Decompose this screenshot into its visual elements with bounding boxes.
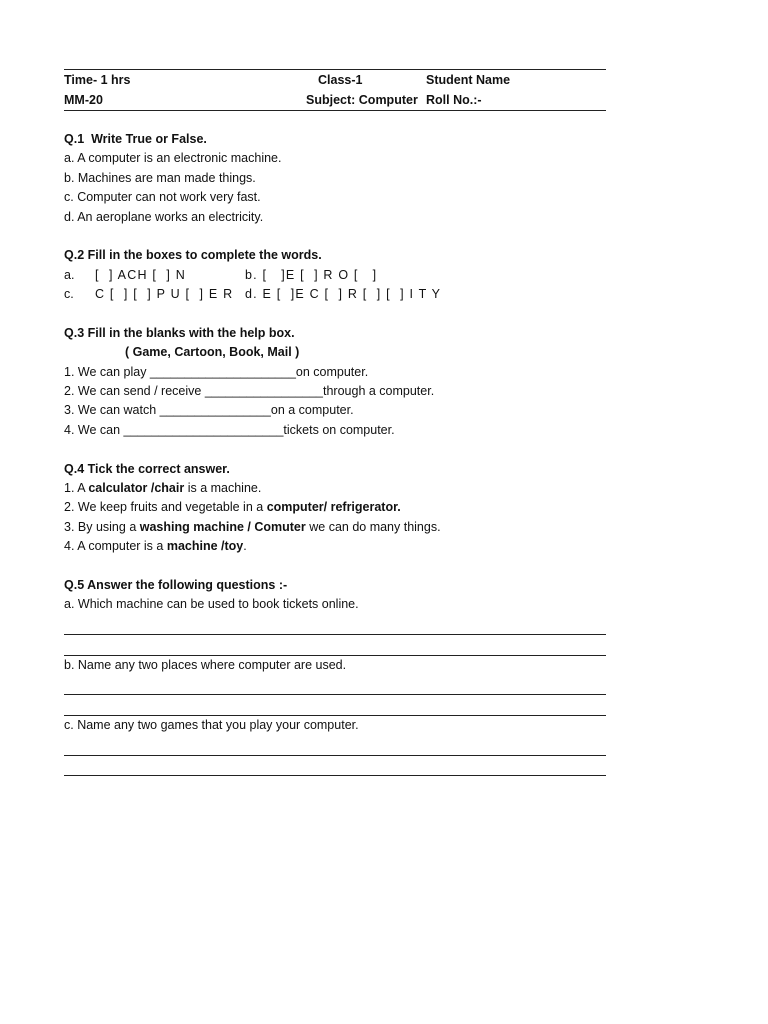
q4-item-4-tail: .	[243, 539, 247, 554]
q2-word-c: C [ ] [ ] P U [ ] E R	[95, 287, 234, 302]
q4-title: Q.4 Tick the correct answer.	[64, 461, 230, 476]
q4-item-3	[64, 518, 606, 537]
q3-item-3: 3. We can watch ________________on a computer.	[64, 403, 354, 418]
q4-item-3-text: 3. By using a	[64, 519, 140, 534]
q2-row-2	[64, 285, 606, 304]
q2-word-b: b. [ ]E [ ] R O [ ]	[245, 267, 378, 282]
q2-word-a: [ ] ACH [ ] N	[95, 267, 186, 282]
q1-item-b: b. Machines are man made things.	[64, 170, 256, 185]
q4-item-1-tail: is a machine.	[184, 481, 262, 496]
header-row-1	[64, 70, 606, 90]
q4-item-3-tail: we can do many things.	[305, 519, 441, 534]
q5-item-a: a. Which machine can be used to book tickets online.	[64, 597, 359, 612]
q4-item-1-options: calculator /chair	[88, 481, 185, 496]
q1-title: Q.1 Write True or False.	[64, 132, 207, 146]
header-row-2	[64, 90, 606, 110]
q2-label-a: a.	[64, 267, 75, 282]
q3-item-1: 1. We can play _____________________on computer.	[64, 364, 369, 379]
q1-item-a: a. A computer is an electronic machine.	[64, 151, 282, 166]
roll-no-label: Roll No.:-	[426, 93, 482, 107]
q1-item-d: d. An aeroplane works an electricity.	[64, 209, 264, 224]
answer-line[interactable]	[64, 615, 606, 635]
q4-item-2	[64, 498, 606, 517]
subject-label: Subject: Computer	[306, 93, 418, 107]
answer-line[interactable]	[64, 735, 606, 755]
q5-title: Q.5 Answer the following questions :-	[64, 577, 288, 592]
student-name-label: Student Name	[426, 73, 511, 87]
marks-label: MM-20	[64, 93, 103, 107]
q3-help-box: ( Game, Cartoon, Book, Mail )	[125, 345, 300, 360]
q4-item-1-text: 1. A	[64, 481, 89, 496]
worksheet	[64, 69, 606, 776]
q5-item-b: b. Name any two places where computer are used.	[64, 657, 347, 672]
q3-item-4: 4. We can _______________________tickets on computer.	[64, 422, 395, 437]
q5-item-c: c. Name any two games that you play your computer.	[64, 717, 359, 732]
class-label: Class-1	[318, 73, 363, 87]
answer-line[interactable]	[64, 635, 606, 655]
q2-title: Q.2 Fill in the boxes to complete the words.	[64, 248, 322, 263]
q3-item-2: 2. We can send / receive _________________through a computer.	[64, 384, 435, 399]
q4-item-4-text: 4. A computer is a	[64, 539, 167, 554]
q4-item-4-options: machine /toy	[166, 539, 244, 554]
q3-title: Q.3 Fill in the blanks with the help box.	[64, 325, 295, 340]
time-label: Time- 1 hrs	[64, 73, 131, 87]
q2-label-c: c.	[64, 287, 74, 302]
q2-row-1	[64, 266, 606, 285]
q2-word-d: d. E [ ]E C [ ] R [ ] [ ] I T Y	[245, 287, 442, 302]
answer-line[interactable]	[64, 756, 606, 776]
answer-line[interactable]	[64, 695, 606, 715]
q4-item-2-text: 2. We keep fruits and vegetable in a	[64, 500, 267, 515]
q4-item-2-options: computer/ refrigerator.	[266, 500, 401, 515]
q1-item-c: c. Computer can not work very fast.	[64, 190, 261, 205]
q4-item-4	[64, 537, 606, 556]
answer-line[interactable]	[64, 675, 606, 695]
q4-item-3-options: washing machine / Comuter	[139, 519, 306, 534]
q4-item-1	[64, 479, 606, 498]
